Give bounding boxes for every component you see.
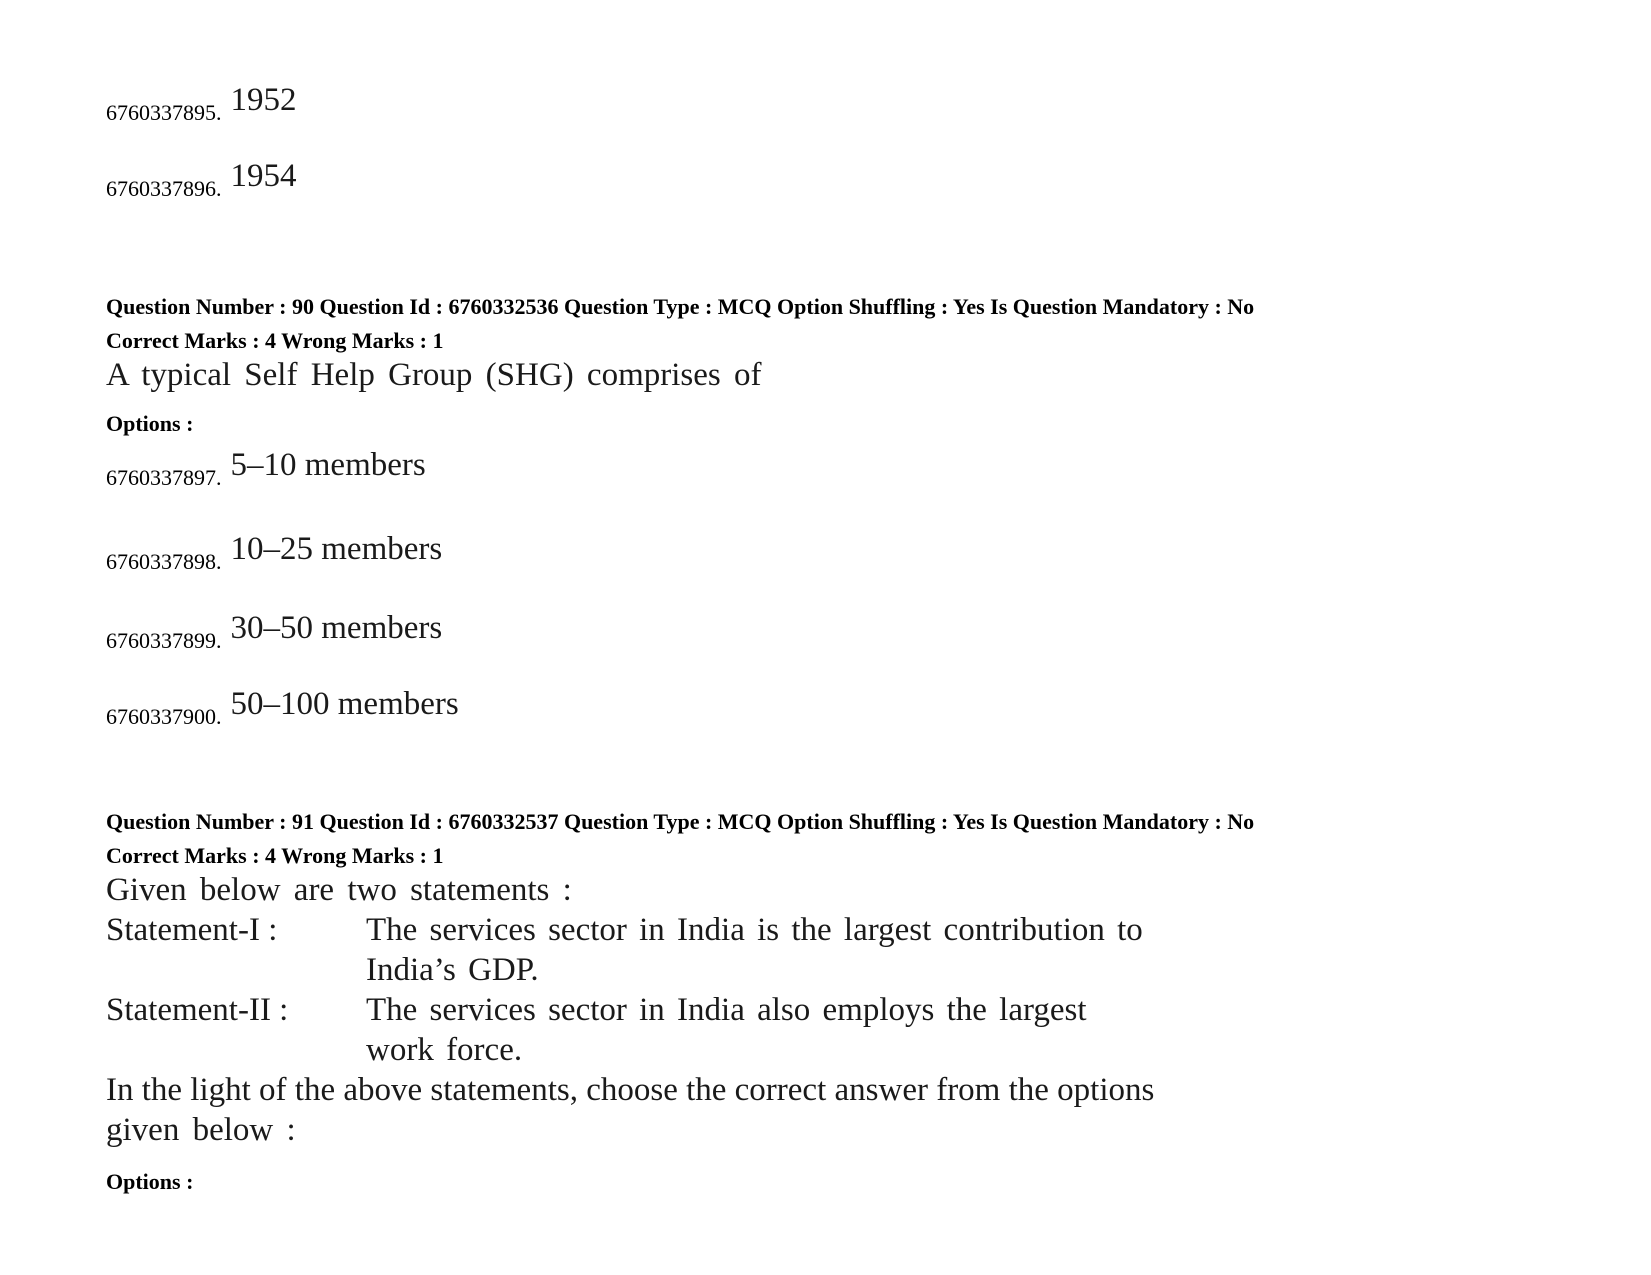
option-row — [106, 686, 459, 733]
statement-2-text-continued: work force. — [366, 1032, 523, 1068]
question-91-intro: Given below are two statements : — [106, 872, 572, 908]
option-row — [106, 158, 297, 205]
question-90-meta: Question Number : 90 Question Id : 6760332536 Question Type : MCQ Option Shuffling : Yes Is Question Mandatory : No — [106, 294, 1255, 319]
option-id: 6760337897. — [106, 465, 222, 490]
option-row — [106, 82, 297, 129]
statement-1-text-continued: India’s GDP. — [366, 952, 539, 988]
question-91-instruction-continued: given below : — [106, 1112, 296, 1148]
statement-2-text: The services sector in India also employs the largest — [366, 992, 1087, 1028]
question-91-instruction: In the light of the above statements, choose the correct answer from the options — [106, 1072, 1155, 1108]
question-91-marks: Correct Marks : 4 Wrong Marks : 1 — [106, 843, 444, 868]
option-text: 50–100 members — [230, 686, 459, 722]
option-row — [106, 447, 426, 494]
question-91-meta: Question Number : 91 Question Id : 6760332537 Question Type : MCQ Option Shuffling : Yes Is Question Mandatory : No — [106, 809, 1255, 834]
option-text: 10–25 members — [230, 531, 443, 567]
option-id: 6760337899. — [106, 628, 222, 653]
option-id: 6760337900. — [106, 704, 222, 729]
statement-1-label: Statement-I : — [106, 912, 278, 948]
statement-1-text: The services sector in India is the largest contribution to — [366, 912, 1143, 948]
option-row — [106, 610, 443, 657]
question-91-options-label: Options : — [106, 1169, 194, 1194]
option-text: 1954 — [230, 158, 297, 194]
option-text: 1952 — [230, 82, 297, 118]
option-id: 6760337898. — [106, 549, 222, 574]
option-text: 30–50 members — [230, 610, 443, 646]
statement-2-label: Statement-II : — [106, 992, 289, 1028]
question-90-stem: A typical Self Help Group (SHG) comprises of — [106, 357, 762, 393]
option-text: 5–10 members — [230, 447, 426, 483]
option-id: 6760337895. — [106, 100, 222, 125]
question-90-marks: Correct Marks : 4 Wrong Marks : 1 — [106, 328, 444, 353]
option-id: 6760337896. — [106, 176, 222, 201]
option-row — [106, 531, 443, 578]
question-90-options-label: Options : — [106, 411, 194, 436]
